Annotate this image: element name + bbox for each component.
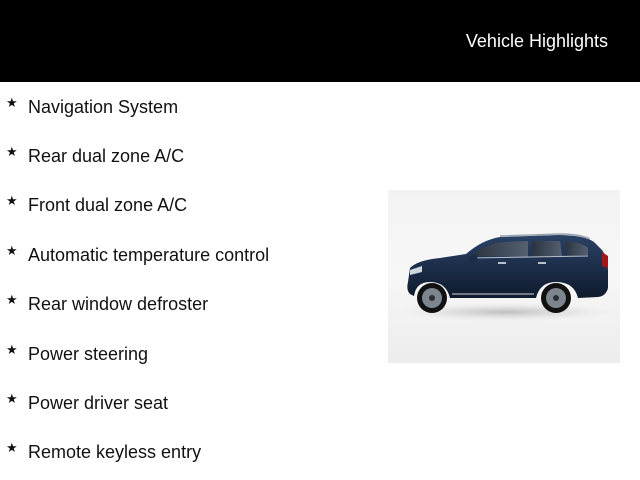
list-item [6, 341, 148, 367]
list-item [6, 192, 187, 218]
star-icon: ★ [6, 292, 18, 307]
star-icon: ★ [6, 193, 18, 208]
door-handle [538, 262, 546, 264]
star-icon: ★ [6, 144, 18, 159]
feature-label: Automatic temperature control [28, 245, 270, 265]
list-item [6, 291, 208, 317]
list-item [6, 390, 168, 416]
list-item [6, 94, 178, 120]
taillight [602, 252, 608, 268]
vehicle-photo [388, 190, 620, 363]
feature-label: Rear dual zone A/C [28, 146, 185, 166]
list-item [6, 242, 269, 268]
list-item [6, 143, 184, 169]
star-icon: ★ [6, 95, 18, 110]
star-icon: ★ [6, 342, 18, 357]
header-bar [0, 0, 640, 82]
suv-image [388, 190, 620, 363]
list-item [6, 439, 201, 465]
feature-label: Rear window defroster [28, 294, 209, 314]
feature-label: Power steering [28, 344, 149, 364]
star-icon: ★ [6, 440, 18, 455]
star-icon: ★ [6, 391, 18, 406]
feature-label: Navigation System [28, 97, 179, 117]
page-title: Vehicle Highlights [465, 31, 608, 51]
feature-label: Front dual zone A/C [28, 195, 188, 215]
feature-label: Power driver seat [28, 393, 169, 413]
door-handle [498, 262, 506, 264]
rear-window [532, 241, 562, 257]
star-icon: ★ [6, 243, 18, 258]
feature-label: Remote keyless entry [28, 442, 202, 462]
